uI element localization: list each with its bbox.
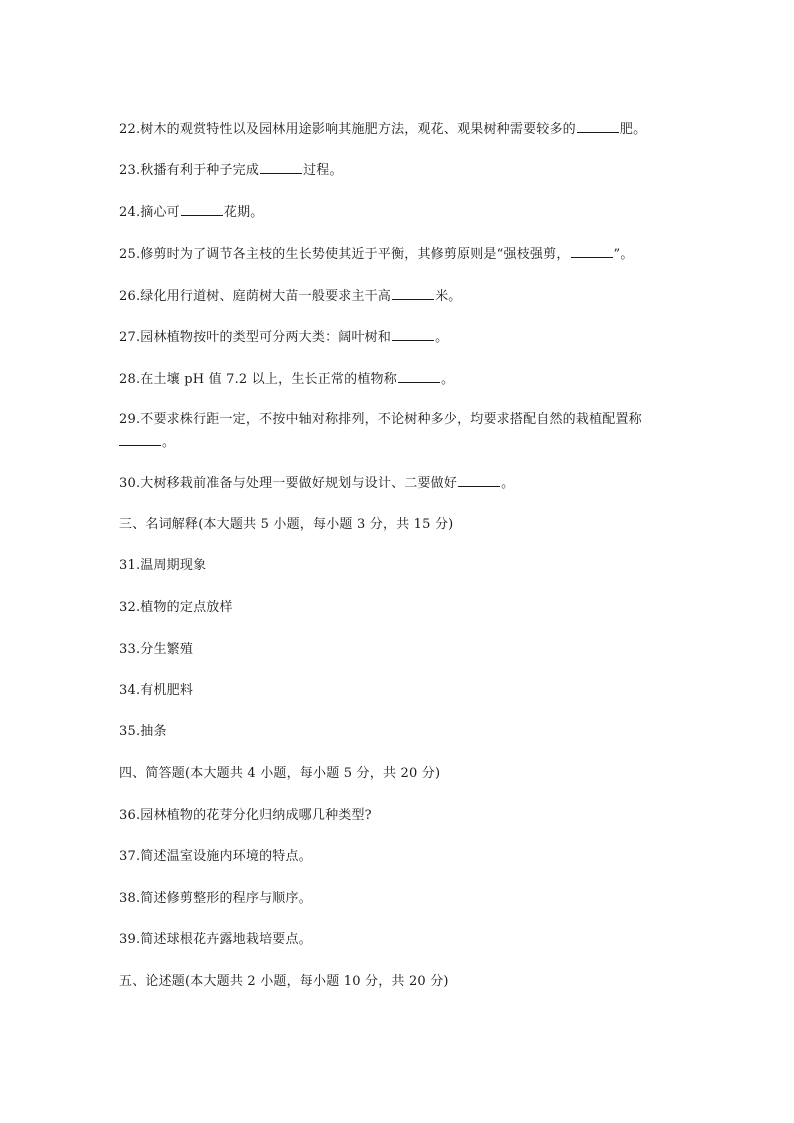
term-31: 31.温周期现象 (119, 558, 207, 573)
fill-blank (458, 473, 500, 487)
fill-blank (571, 244, 613, 258)
section-4-heading: 四、简答题(本大题共 4 小题，每小题 5 分，共 20 分) (119, 766, 441, 781)
question-39: 39.简述球根花卉露地栽培要点。 (119, 932, 312, 947)
term-33: 33.分生繁殖 (119, 642, 194, 657)
fill-blank (398, 369, 440, 383)
question-25: 25.修剪时为了调节各主枝的生长势使其近于平衡，其修剪原则是“强枝强剪， ”。 (119, 244, 679, 265)
fill-blank (181, 202, 223, 216)
question-29-continued: 。 (119, 432, 679, 453)
fill-blank (392, 327, 434, 341)
question-30: 30.大树移栽前准备与处理一要做好规划与设计、二要做好 。 (119, 473, 679, 494)
question-29: 29.不要求株行距一定，不按中轴对称排列，不论树种多少，均要求搭配自然的栽植配置称 (119, 412, 642, 427)
section-5-heading: 五、论述题(本大题共 2 小题，每小题 10 分，共 20 分) (119, 974, 449, 989)
question-28: 28.在土壤 pH 值 7.2 以上，生长正常的植物称 。 (119, 369, 679, 390)
fill-blank (577, 119, 619, 133)
question-23: 23.秋播有利于种子完成 过程。 (119, 160, 679, 181)
fill-blank (260, 160, 302, 174)
fill-blank (392, 286, 434, 300)
section-3-heading: 三、名词解释(本大题共 5 小题，每小题 3 分，共 15 分) (119, 517, 454, 532)
question-36: 36.园林植物的花芽分化归纳成哪几种类型? (119, 808, 372, 823)
question-38: 38.简述修剪整形的程序与顺序。 (119, 891, 312, 906)
term-34: 34.有机肥料 (119, 683, 194, 698)
question-22: 22.树木的观赏特性以及园林用途影响其施肥方法，观花、观果树种需要较多的 肥。 (119, 119, 679, 140)
question-26: 26.绿化用行道树、庭荫树大苗一般要求主干高 米。 (119, 286, 679, 307)
question-27: 27.园林植物按叶的类型可分两大类：阔叶树和 。 (119, 327, 679, 348)
question-37: 37.简述温室设施内环境的特点。 (119, 849, 312, 864)
term-32: 32.植物的定点放样 (119, 600, 233, 615)
fill-blank (119, 432, 161, 446)
question-24: 24.摘心可 花期。 (119, 202, 679, 223)
term-35: 35.抽条 (119, 724, 167, 739)
